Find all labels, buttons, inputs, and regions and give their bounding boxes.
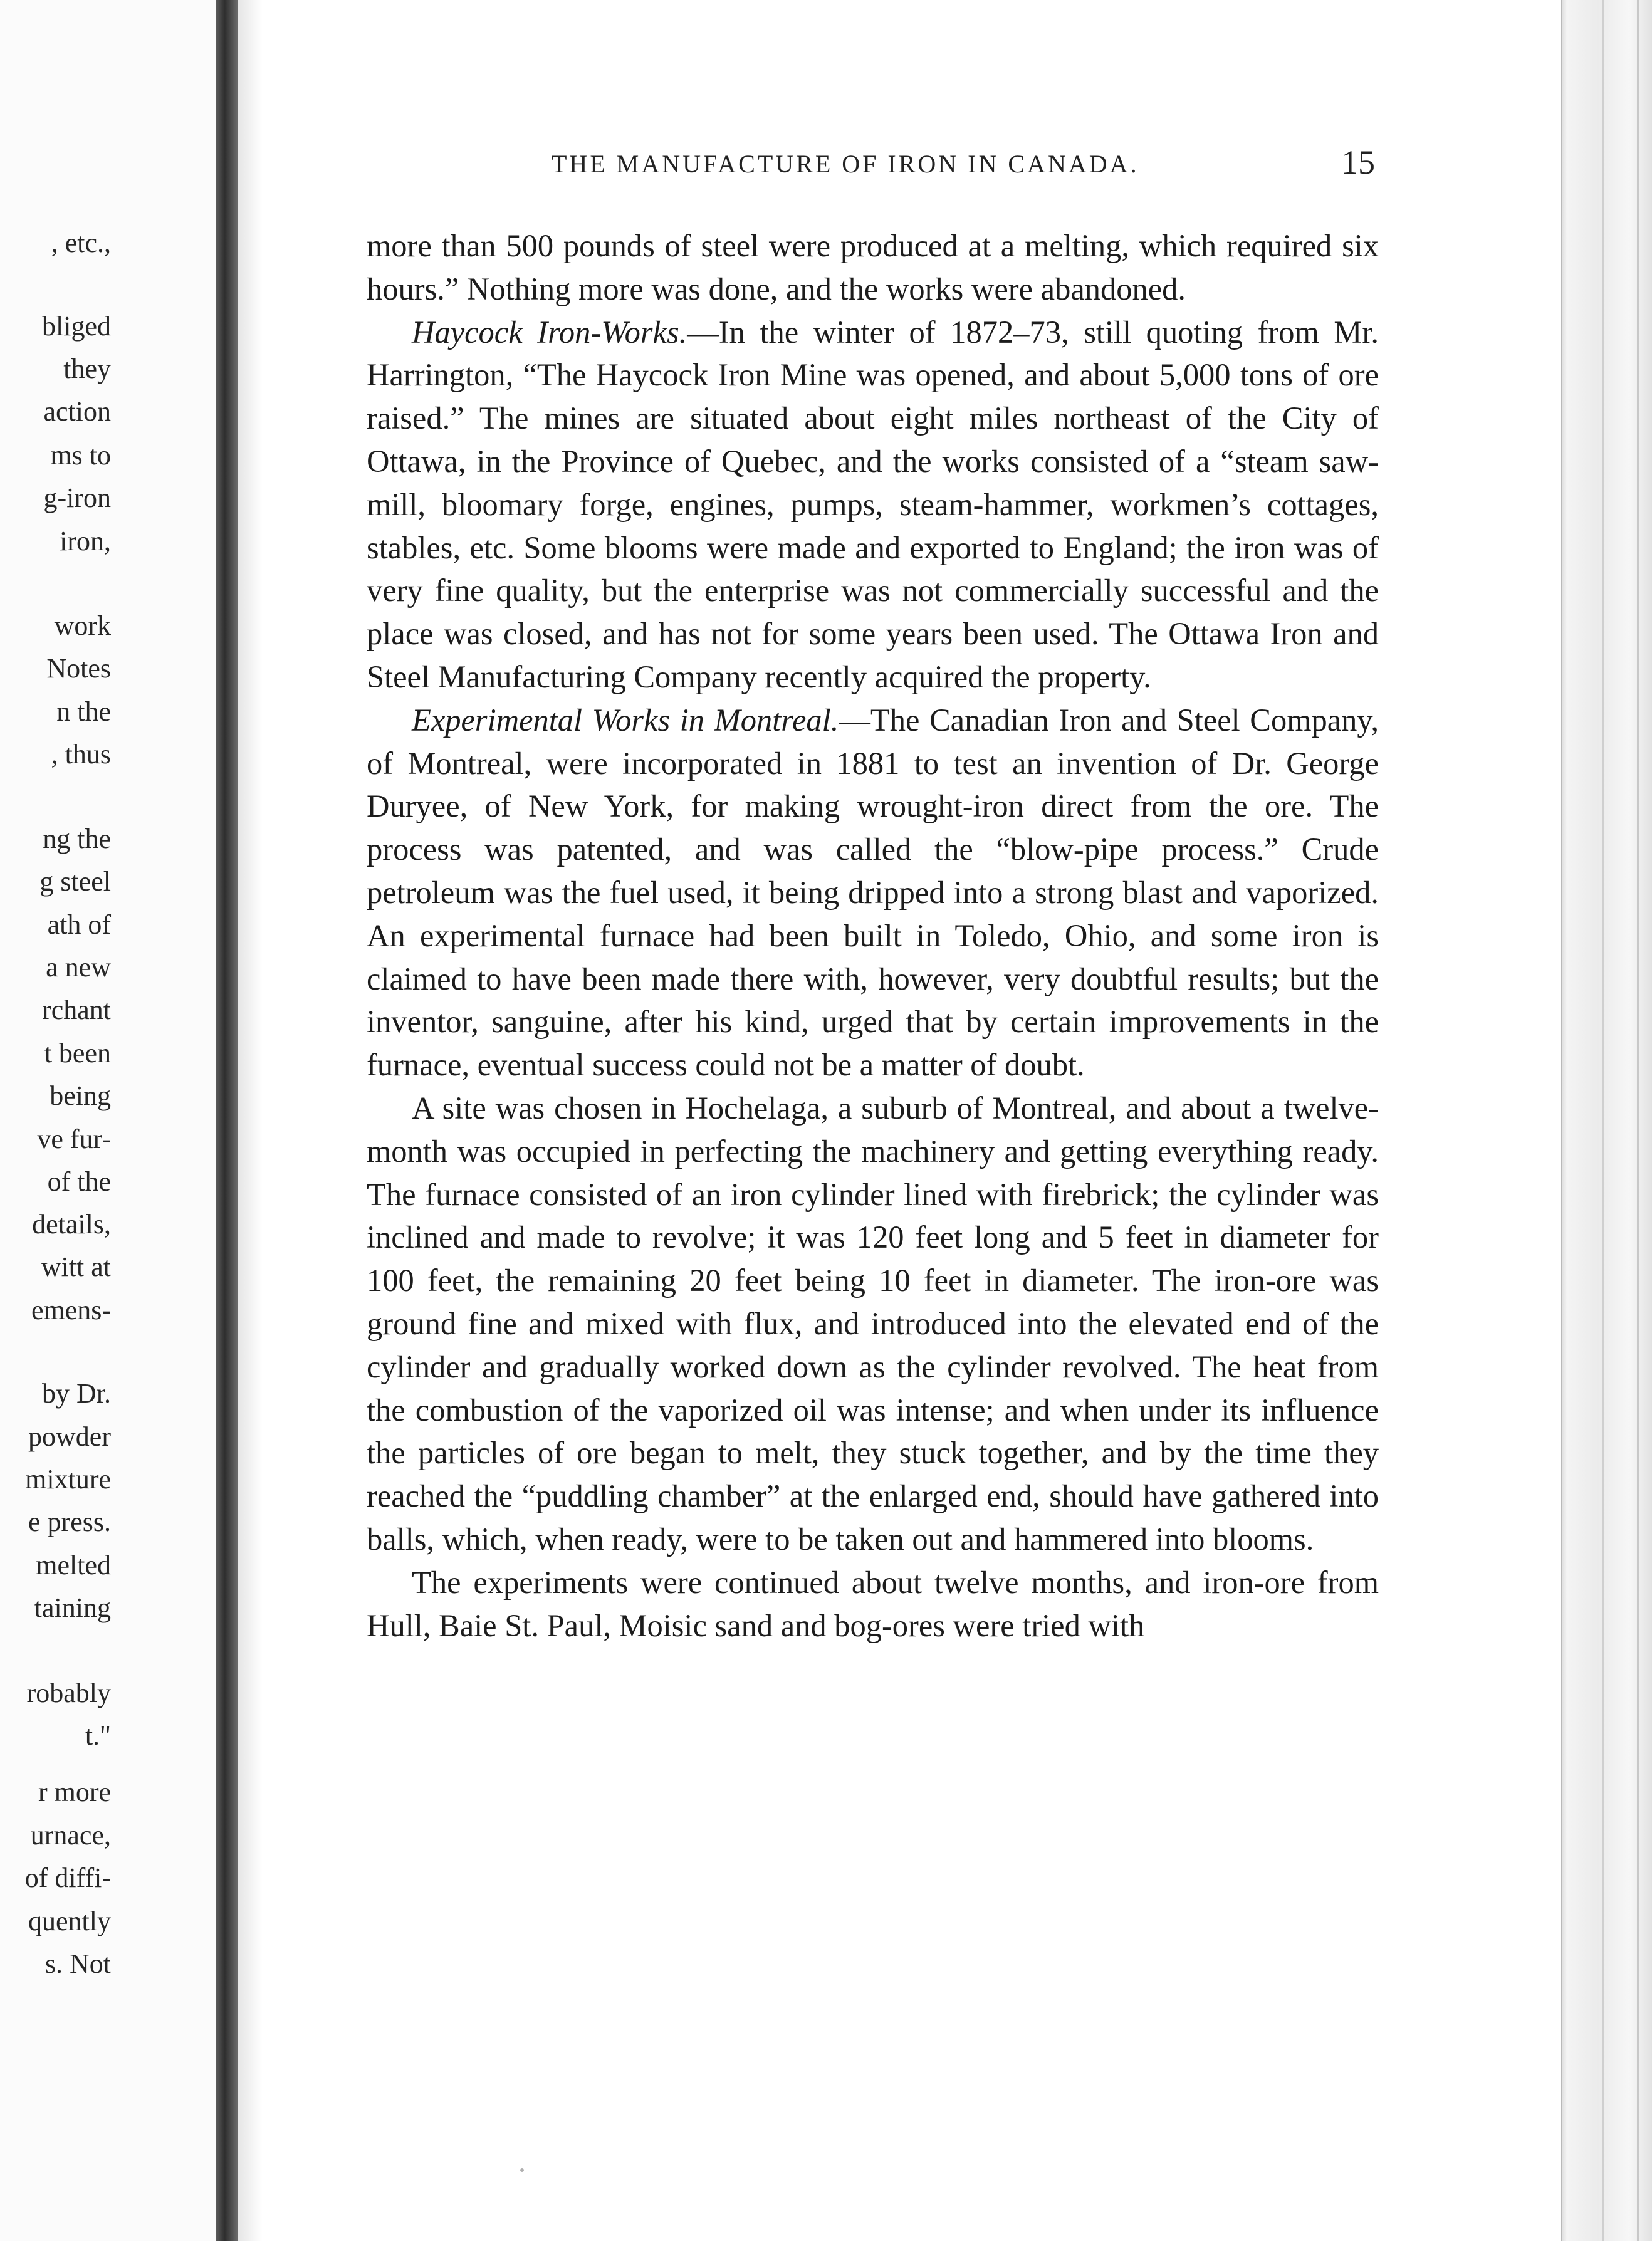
paragraph — [367, 699, 1379, 1087]
left-text-line: , thus — [51, 739, 111, 770]
page-edge-line — [1602, 0, 1604, 2241]
left-text-line: action — [43, 396, 111, 427]
left-text-line: ng the — [43, 823, 111, 854]
section-heading: Haycock Iron-Works. — [412, 314, 687, 350]
left-text-line: details, — [32, 1209, 111, 1240]
left-text-line: , etc., — [51, 227, 111, 258]
paragraph-text: more than 500 pounds of steel were produced at a melting, which required six hours.” Nothing more was done, and the works were abandoned. — [367, 228, 1379, 306]
left-text-line: ath of — [47, 909, 111, 940]
left-text-line: iron, — [60, 526, 111, 556]
left-text-line: they — [63, 353, 111, 384]
page-number: 15 — [1341, 144, 1375, 181]
left-text-line: by Dr. — [42, 1378, 111, 1409]
left-text-line: n the — [56, 696, 111, 727]
paragraph — [367, 1561, 1379, 1648]
left-text-line: work — [54, 610, 111, 641]
left-text-line: urnace, — [30, 1820, 111, 1851]
left-text-line: of the — [47, 1166, 111, 1197]
scan-speck — [520, 2168, 524, 2172]
paragraph-text: —The Canadian Iron and Steel Company, of Montreal, were incorporated in 1881 to test an invention of Dr. George Duryee, of New York, for making wrought-iron direct from the ore. The process was patented, and was called the “blow-pipe process.” Crude petroleum was the fuel used, it being dripped into a strong blast and vaporized. An experimental furnace had been built in Toledo, Ohio, and some iron is claimed to have been made there with, however, very doubtful results; but the inventor, sanguine, after his kind, urged that by certain improvements in the furnace, eventual success could not be a matter of doubt. — [367, 702, 1379, 1083]
paragraph — [367, 1087, 1379, 1561]
paragraph-text: The experiments were continued about twelve months, and iron-ore from Hull, Baie St. Paul, Moisic sand and bog-ores were tried with — [367, 1564, 1379, 1643]
left-text-line: Notes — [46, 653, 111, 684]
facing-page-fragment — [0, 0, 216, 2241]
page-edge — [1561, 0, 1652, 2241]
left-text-line: mixture — [25, 1464, 111, 1495]
running-title: THE MANUFACTURE OF IRON IN CANADA. — [552, 150, 1139, 178]
left-text-line: quently — [28, 1906, 111, 1936]
left-text-line: powder — [28, 1421, 111, 1452]
body-text — [367, 224, 1379, 1647]
paragraph — [367, 311, 1379, 699]
section-heading: Experimental Works in Montreal. — [412, 702, 839, 738]
paragraph-text: A site was chosen in Hochelaga, a suburb of Montreal, and about a twelve-month was occupied in perfecting the machinery and getting everything ready. The furnace consisted of an iron cylinder lined with firebrick; the cylinder was inclined and made to revolve; it was 120 feet long and 5 feet in diameter for 100 feet, the remaining 20 feet being 10 feet in diameter. The iron-ore was ground fine and mixed with flux, and introduced into the elevated end of the cylinder and gradually worked down as the cylinder revolved. The heat from the combustion of the vaporized oil was intense; and when under its influence the particles of ore began to melt, they stuck together, and by the time they reached the “puddling chamber” at the enlarged end, should have gathered into balls, which, when ready, were to be taken out and hammered into blooms. — [367, 1090, 1379, 1557]
left-text-line: e press. — [28, 1507, 111, 1537]
left-text-line: bliged — [42, 311, 111, 342]
left-text-line: ve fur- — [37, 1124, 111, 1154]
left-text-line: g-iron — [43, 483, 111, 513]
left-text-line: being — [50, 1080, 111, 1111]
left-text-line: taining — [34, 1592, 111, 1623]
page-edge-line — [1637, 0, 1639, 2241]
left-text-line: witt at — [41, 1251, 111, 1282]
page-edge-line — [1561, 0, 1562, 2241]
paragraph-text: —In the winter of 1872–73, still quoting from Mr. Harrington, “The Haycock Iron Mine was opened, and about 5,000 tons of ore raised.” The mines are situated about eight miles northeast of the City of Ottawa, in the Province of Quebec, and the works consisted of a “steam saw-mill, bloomary forge, engines, pumps, steam-hammer, workmen’s cottages, stables, etc. Some blooms were made and exported to England; the iron was of very fine quality, but the enterprise was not commercially successful and the place was closed, and has not for some years been used. The Ottawa Iron and Steel Manufacturing Company recently acquired the property. — [367, 314, 1379, 694]
left-text-line: t been — [44, 1038, 111, 1068]
gutter-shadow — [238, 0, 263, 2241]
left-text-line: a new — [46, 952, 111, 983]
left-text-line: r more — [38, 1777, 111, 1807]
left-text-line: g steel — [39, 866, 111, 897]
left-text-line: s. Not — [44, 1948, 111, 1979]
left-text-line: emens- — [31, 1295, 111, 1325]
left-text-line: of diffi- — [24, 1862, 111, 1893]
left-text-line: robably — [26, 1678, 111, 1708]
left-text-line: melted — [36, 1550, 111, 1580]
left-text-line: rchant — [42, 995, 111, 1025]
left-text-line: t." — [85, 1720, 111, 1751]
left-text-line: ms to — [50, 440, 111, 471]
book-gutter — [216, 0, 238, 2241]
paragraph — [367, 224, 1379, 311]
